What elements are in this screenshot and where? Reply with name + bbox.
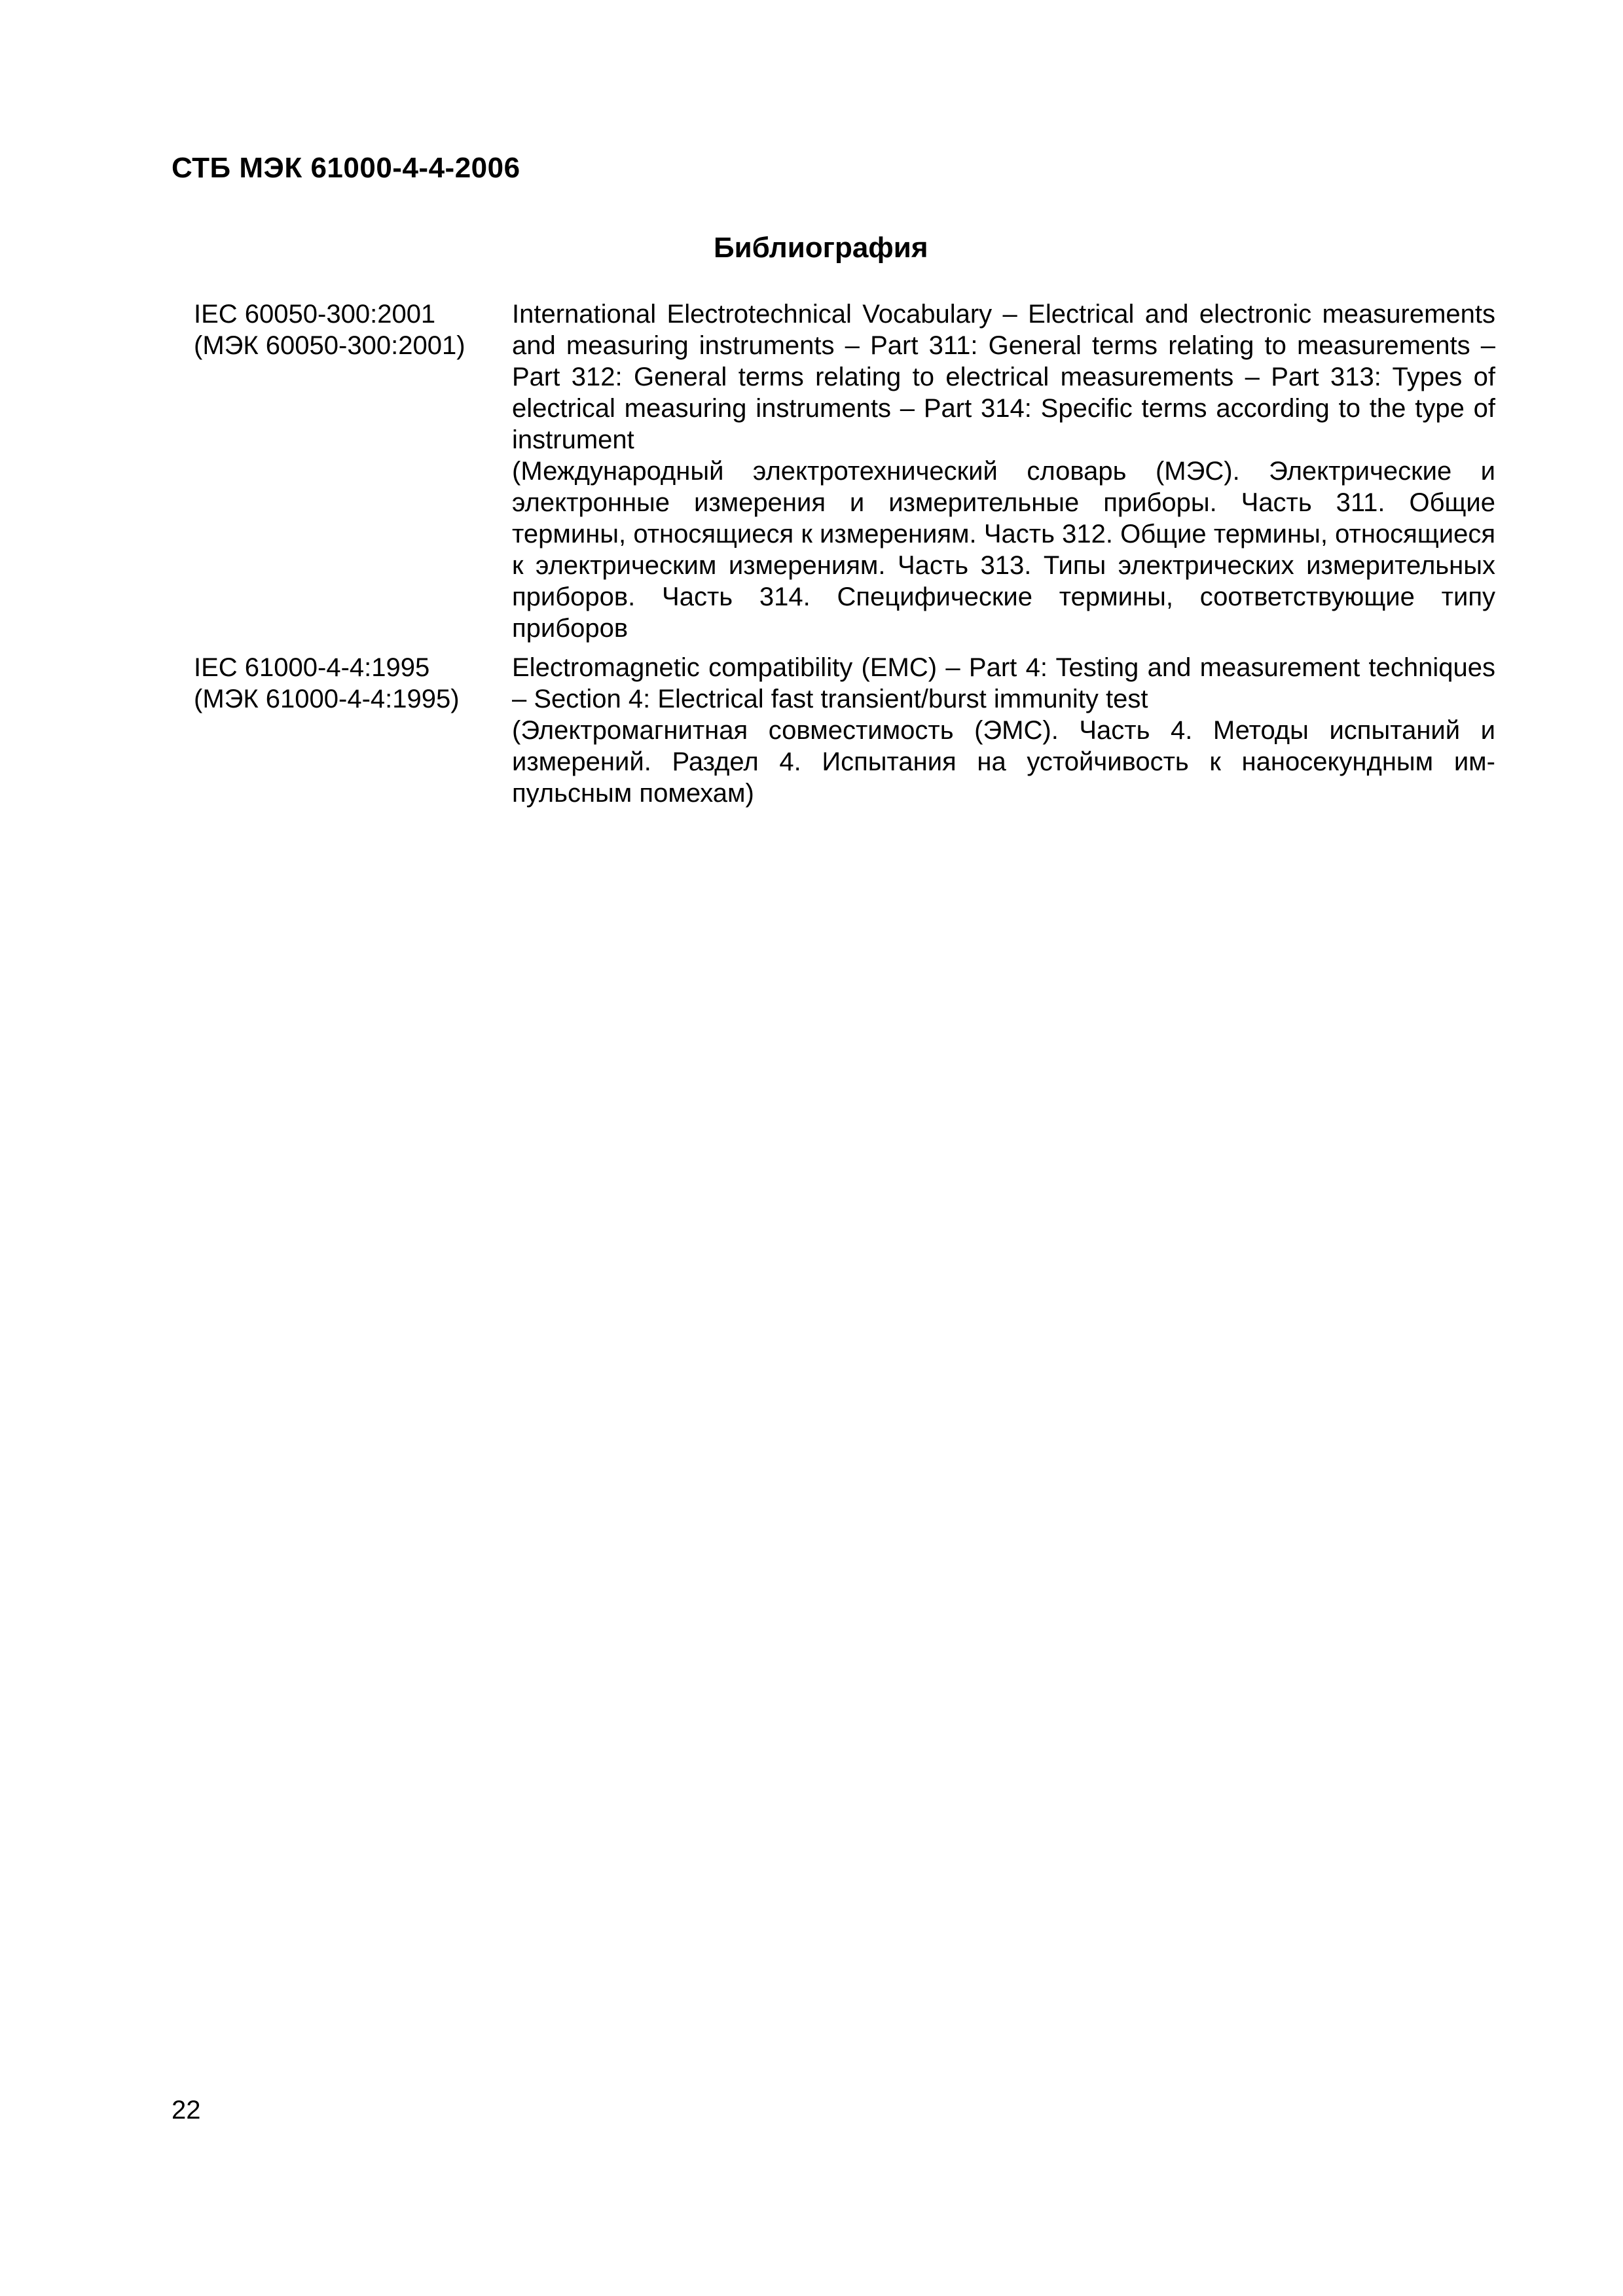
bibliography-description — [512, 652, 1495, 809]
bibliography-entry — [194, 298, 1495, 644]
section-title: Библиография — [714, 232, 928, 264]
bibliography-code-mek: (МЭК 61000-4-4:1995) — [194, 685, 460, 713]
bibliography-code-iec: IEC 60050-300:2001 — [194, 300, 436, 329]
bibliography-code-iec: IEC 61000-4-4:1995 — [194, 653, 430, 682]
bibliography-code-mek: (МЭК 60050-300:2001) — [194, 331, 465, 360]
bibliography-code — [194, 652, 512, 809]
bibliography-title-ru: (Электромагнитная совместимость (ЭМС). Часть 4. Методы испытаний и измерений. Раздел 4. Испытания на устойчивость к наносекундным импульсным помехам) — [512, 716, 1495, 808]
bibliography-entry — [194, 652, 1495, 809]
page-number: 22 — [172, 2096, 201, 2125]
bibliography-description — [512, 298, 1495, 644]
bibliography-title-en: International Electrotechnical Vocabulary – Electrical and electronic measurements and measuring instruments – Part 311: General terms relating to measurements – Part 312: General terms relating to electrical measurements – Part 313: Types of electrical measuring instruments – Part 314: Specific terms according to the type of instrument — [512, 300, 1495, 454]
bibliography-title-ru: (Международный электротехнический словарь (МЭС). Электрические и электронные измерения и измерительные приборы. Часть 311. Общие термины, относящиеся к измерениям. Часть 312. Общие термины, относящиеся к электрическим измерениям. Часть 313. Типы электрических измерительных приборов. Часть 314. Специфические термины, соответствующие типу приборов — [512, 457, 1495, 643]
bibliography-list — [194, 298, 1495, 817]
bibliography-code — [194, 298, 512, 644]
bibliography-title-en: Electromagnetic compatibility (EMC) – Part 4: Testing and measurement techniques – Section 4: Electrical fast transient/burst immunity test — [512, 653, 1495, 713]
page-header-standard-id: СТБ МЭК 61000-4-4-2006 — [172, 152, 520, 184]
